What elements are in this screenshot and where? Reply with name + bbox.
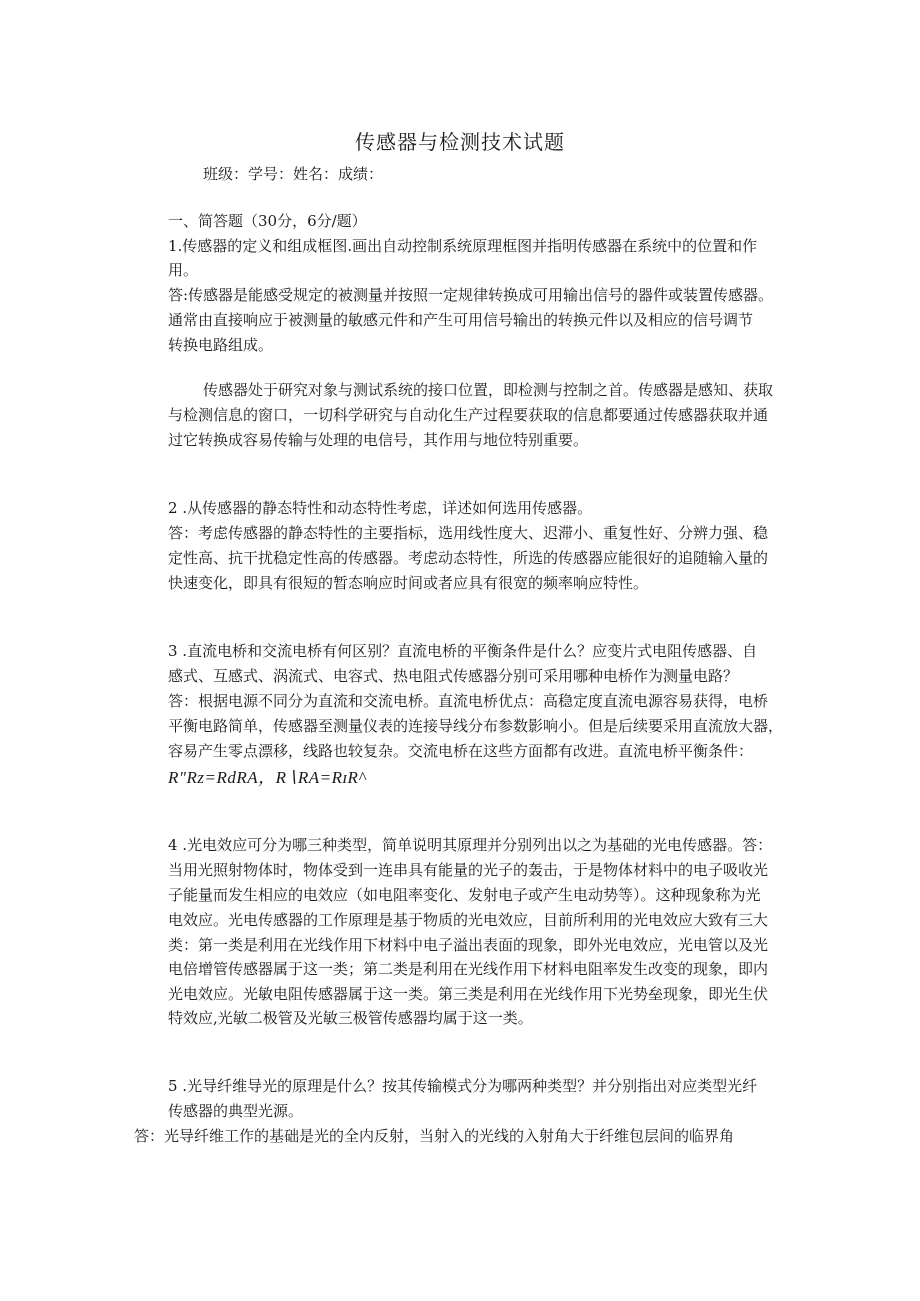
- answer-4-line: 类：第一类是利用在光线作用下材料中电子溢出表面的现象，即外光电效应，光电管以及光: [168, 936, 769, 954]
- answer-4-line: 特效应,光敏二极管及光敏三极管传感器均属于这一类。: [168, 1009, 533, 1027]
- answer-3-line: 容易产生零点漂移，线路也较复杂。交流电桥在这些方面都有改进。直流电桥平衡条件：: [168, 742, 754, 760]
- answer-4-line: 当用光照射物体时，物体受到一连串具有能量的光子的轰击，于是物体材料中的电子吸收光: [168, 861, 769, 879]
- answer-1-paragraph-line: 传感器处于研究对象与测试系统的接口位置，即检测与控制之首。传感器是感知、获取: [203, 381, 774, 399]
- page-title: 传感器与检测技术试题: [355, 130, 565, 154]
- balance-formula: R"Rz=RdRA，R∖RA=RɪR^: [168, 768, 367, 787]
- answer-4-line: 电倍增管传感器属于这一类；第二类是利用在光线作用下材料电阻率发生改变的现象，即内: [168, 960, 769, 978]
- question-1-line: 1.传感器的定义和组成框图.画出自动控制系统原理框图并指明传感器在系统中的位置和作: [168, 237, 758, 255]
- question-3-line: 感式、互感式、涡流式、电容式、热电阻式传感器分别可采用哪种电桥作为测量电路？: [168, 667, 739, 685]
- question-1-line: 用。: [168, 261, 199, 279]
- answer-2-line: 快速变化，即具有很短的暂态响应时间或者应具有很宽的频率响应特性。: [168, 574, 649, 592]
- answer-5-line: 答：光导纤维工作的基础是光的全内反射，当射入的光线的入射角大于纤维包层间的临界角: [134, 1127, 735, 1145]
- question-2-line: 2 .从传感器的静态特性和动态特性考虑，详述如何选用传感器。: [168, 499, 593, 517]
- student-info-line: 班级：学号：姓名：成绩：: [203, 165, 384, 183]
- answer-4-line: 子能量而发生相应的电效应（如电阻率变化、发射电子或产生电动势等）。这种现象称为光: [168, 886, 761, 904]
- question-3-line: 3 .直流电桥和交流电桥有何区别？直流电桥的平衡条件是什么？应变片式电阻传感器、自: [168, 642, 758, 660]
- answer-4-line: 光电效应。光敏电阻传感器属于这一类。第三类是利用在光线作用下光势垒现象，即光生伏: [168, 985, 769, 1003]
- question-5-line: 传感器的典型光源。: [168, 1102, 304, 1120]
- answer-1-paragraph-line: 与检测信息的窗口，一切科学研究与自动化生产过程要获取的信息都要通过传感器获取并通: [168, 406, 769, 424]
- section-heading: 一、简答题（30分，6分/题）: [168, 212, 367, 230]
- answer-1-paragraph-line: 过它转换成容易传输与处理的电信号，其作用与地位特别重要。: [168, 431, 589, 449]
- answer-2-line: 定性高、抗干扰稳定性高的传感器。考虑动态特性，所选的传感器应能很好的追随输入量的: [168, 549, 769, 567]
- answer-4-line: 电效应。光电传感器的工作原理是基于物质的光电效应，目前所利用的光电效应大致有三大: [168, 911, 769, 929]
- question-5-line: 5 .光导纤维导光的原理是什么？按其传输模式分为哪两种类型？并分别指出对应类型光纤: [168, 1077, 758, 1095]
- answer-3-line: 平衡电路简单，传感器至测量仪表的连接导线分布参数影响小。但是后续要采用直流放大器，: [168, 717, 784, 735]
- answer-1-line: 答:传感器是能感受规定的被测量并按照一定规律转换成可用输出信号的器件或装置传感器。: [168, 286, 774, 304]
- answer-2-line: 答：考虑传感器的静态特性的主要指标，选用线性度大、迟滞小、重复性好、分辨力强、稳: [168, 524, 769, 542]
- answer-1-line: 转换电路组成。: [168, 336, 274, 354]
- question-4-line: 4 .光电效应可分为哪三种类型，简单说明其原理并分别列出以之为基础的光电传感器。答：: [168, 836, 773, 854]
- answer-1-line: 通常由直接响应于被测量的敏感元件和产生可用信号输出的转换元件以及相应的信号调节: [168, 311, 754, 329]
- answer-3-line: 答：根据电源不同分为直流和交流电桥。直流电桥优点：高稳定度直流电源容易获得，电桥: [168, 692, 769, 710]
